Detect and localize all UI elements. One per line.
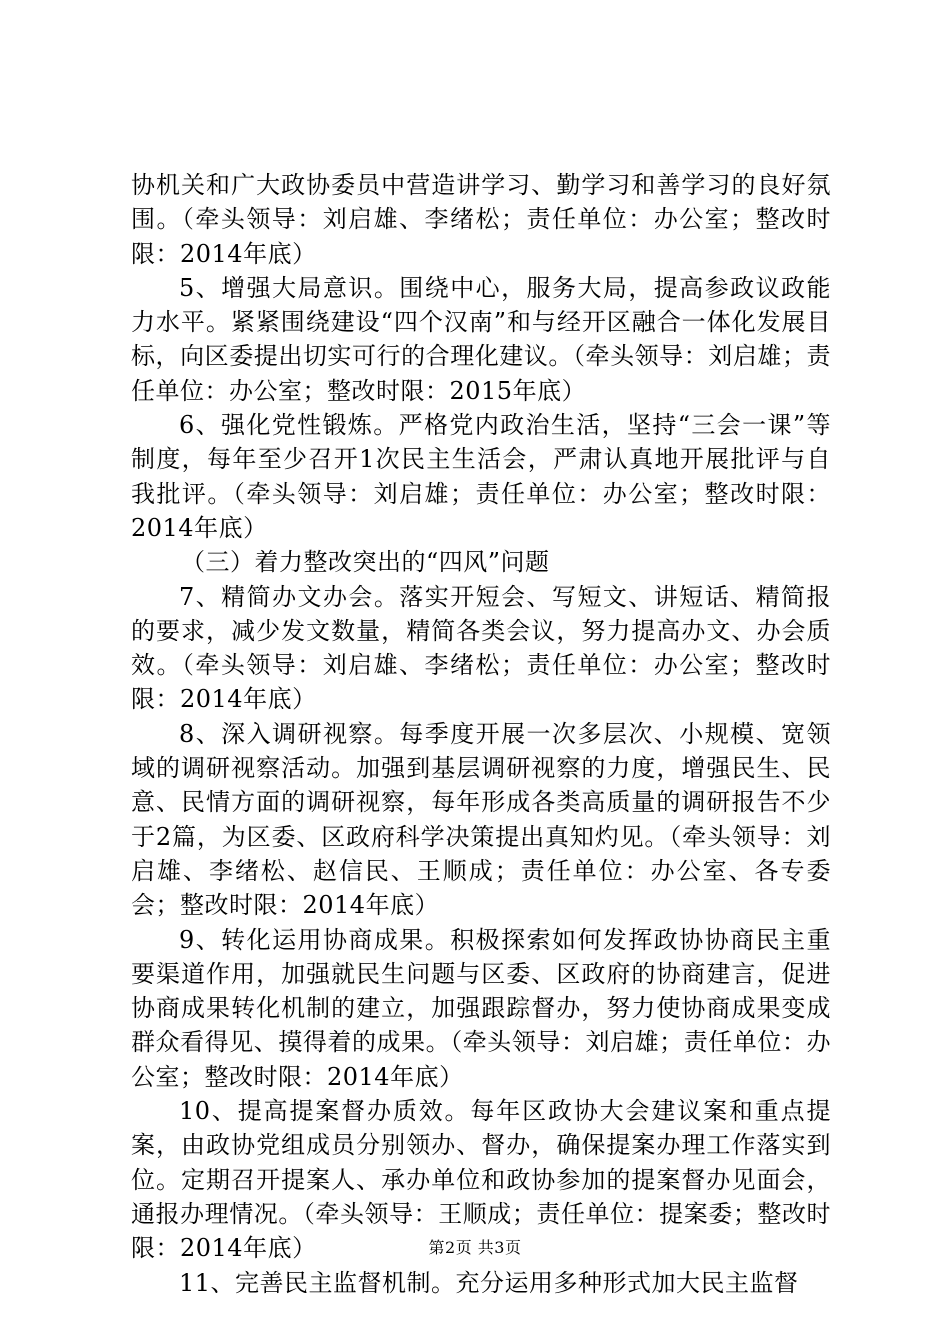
document-body (131, 168, 831, 1300)
page-footer: 第2页 共3页 (428, 1238, 522, 1257)
paragraph-continuation: 协机关和广大政协委员中营造讲学习、勤学习和善学习的良好氛围。（牵头领导：刘启雄、李绪松；责任单位：办公室；整改时限：2014年底） (131, 171, 831, 268)
paragraph-item-8: 8、深入调研视察。每季度开展一次多层次、小规模、宽领域的调研视察活动。加强到基层调研视察的力度，增强民生、民意、民情方面的调研视察，每年形成各类高质量的调研报告不少于2篇，为区委、区政府科学决策提出真知灼见。（牵头领导：刘启雄、李绪松、赵信民、王顺成；责任单位：办公室、各专委会；整改时限：2014年底） (131, 719, 831, 920)
paragraph-item-5: 5、增强大局意识。围绕中心，服务大局，提高参政议政能力水平。紧紧围绕建设“四个汉南”和与经开区融合一体化发展目标，向区委提出切实可行的合理化建议。（牵头领导：刘启雄；责任单位：办公室；整改时限：2015年底） (131, 273, 831, 405)
paragraph-item-9: 9、转化运用协商成果。积极探索如何发挥政协协商民主重要渠道作用，加强就民生问题与区委、区政府的协商建言，促进协商成果转化机制的建立，加强跟踪督办，努力使协商成果变成群众看得见、摸得着的成果。（牵头领导：刘启雄；责任单位：办公室；整改时限：2014年底） (131, 925, 831, 1091)
paragraph-item-6: 6、强化党性锻炼。严格党内政治生活，坚持“三会一课”等制度，每年至少召开1次民主生活会，严肃认真地开展批评与自我批评。（牵头领导：刘启雄；责任单位：办公室；整改时限：2014年底） (131, 411, 831, 542)
section-heading-3: （三）着力整改突出的“四风”问题 (181, 548, 550, 577)
paragraph-item-7: 7、精简办文办会。落实开短会、写短文、讲短话、精简报的要求，减少发文数量，精简各类会议，努力提高办文、办会质效。（牵头领导：刘启雄、李绪松；责任单位：办公室；整改时限：2014年底） (131, 582, 831, 714)
paragraph-item-10: 10、提高提案督办质效。每年区政协大会建议案和重点提案，由政协党组成员分别领办、督办，确保提案办理工作落实到位。定期召开提案人、承办单位和政协参加的提案督办见面会，通报办理情况。（牵头领导：王顺成；责任单位：提案委；整改时限：2014年底） (131, 1097, 831, 1263)
paragraph-item-11: 11、完善民主监督机制。充分运用多种形式加大民主监督 (179, 1268, 799, 1297)
